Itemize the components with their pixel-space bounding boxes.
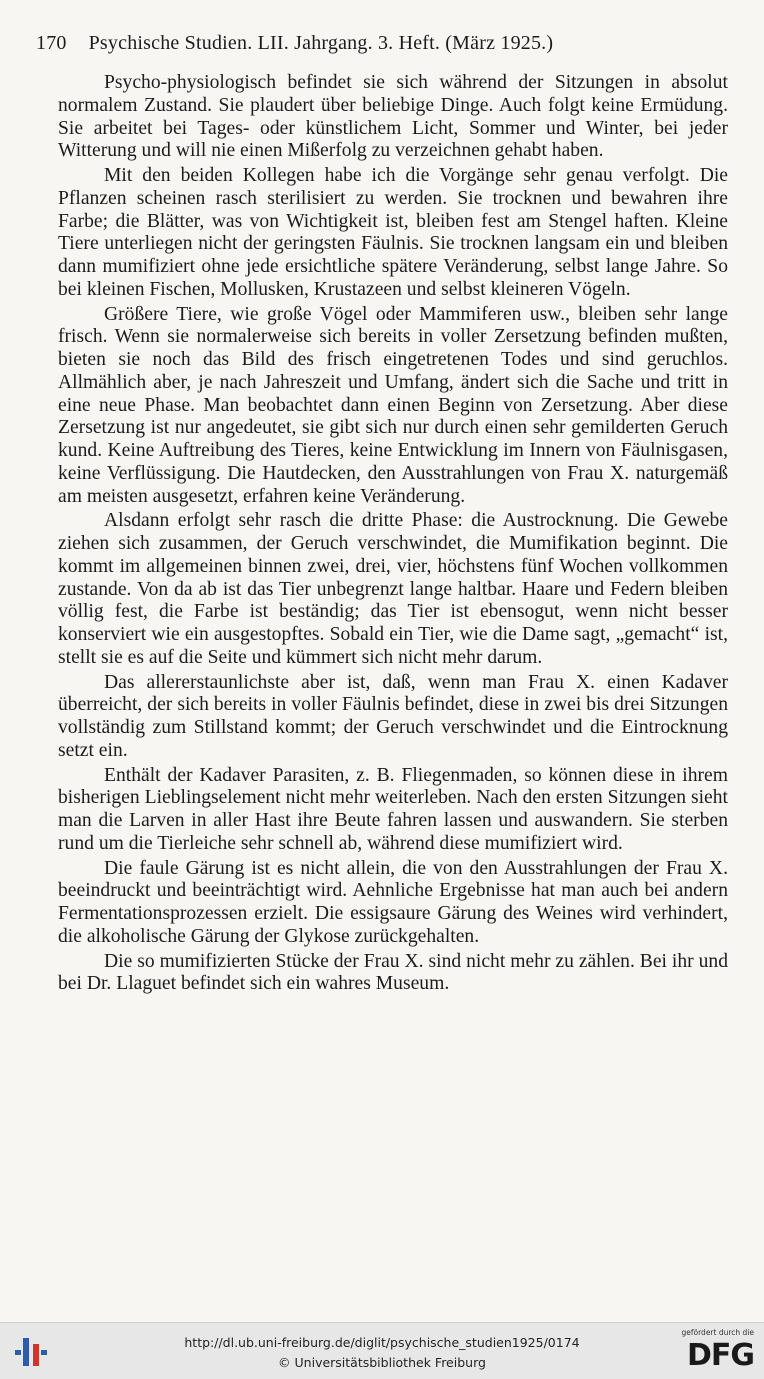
source-url[interactable]: http://dl.ub.uni-freiburg.de/diglit/psychische_studien1925/0174 (184, 1335, 580, 1350)
paragraph-5: Das allererstaunlichste aber ist, daß, wenn man Frau X. einen Kadaver überreicht, der sich bereits in voller Fäulnis befindet, diese in zwei bis drei Sitzungen vollständig zum Stillstand kommt; der Geruch verschwindet und die Eintrocknung setzt ein. (58, 671, 728, 761)
copyright-notice: © Universitätsbibliothek Freiburg (278, 1355, 486, 1370)
page-number: 170 (36, 32, 67, 54)
paragraph-4: Alsdann erfolgt sehr rasch die dritte Phase: die Austrocknung. Die Gewebe ziehen sich zusammen, der Geruch verschwindet, die Mumifikation beginnt. Die kommt im allgemeinen binnen zwei, drei, vier, höchstens fünf Wochen vollkommen zustande. Von da ab ist das Tier unbegrenzt lange haltbar. Haare und Federn bleiben völlig fest, die Farbe ist beständig; das Tier ist ebensogut, wenn nicht besser konserviert wie ein ausgestopftes. Sobald ein Tier, wie die Dame sagt, „gemacht“ ist, stellt sie es auf die Seite und kümmert sich nicht mehr darum. (58, 510, 728, 668)
paragraph-2: Mit den beiden Kollegen habe ich die Vorgänge sehr genau verfolgt. Die Pflanzen scheinen rasch sterilisiert zu werden. Sie trocknen und bewahren ihre Farbe; die Blätter, was von Wichtigkeit ist, bleiben fest am Stengel haften. Kleine Tiere unterliegen nicht der geringsten Fäulnis. Sie trocknen langsam ein und bleiben dann mumifiziert ohne jede ersichtliche spätere Veränderung, selbst lange Jahre. So bei kleinen Fischen, Mollusken, Krustazeen und selbst kleineren Vögeln. (58, 165, 728, 300)
paragraph-6: Enthält der Kadaver Parasiten, z. B. Fliegenmaden, so können diese in ihrem bisherigen Lieblingselement nicht mehr weiterleben. Nach den ersten Sitzungen sieht man die Larven in aller Hast ihre Beute fahren lassen und auswandern. Sie sterben rund um die Tierleiche sehr schnell ab, während diese mumifiziert wird. (58, 764, 728, 854)
running-title: Psychische Studien. LII. Jahrgang. 3. Heft. (März 1925.) (88, 32, 554, 54)
body-text (58, 72, 728, 996)
dfg-logo: DFG (686, 1338, 754, 1373)
paragraph-3: Größere Tiere, wie große Vögel oder Mammiferen usw., bleiben sehr lange frisch. Wenn sie normalerweise sich bereits in voller Zersetzung befinden mußten, bieten sie noch das Bild des frisch eingetretenen Todes und sind geruchlos. Allmählich aber, je nach Jahreszeit und Umfang, ändert sich die Sache und tritt in eine neue Phase. Man beobachtet dann einen Beginn von Zersetzung. Aber diese Zersetzung ist nur angedeutet, sie gibt sich nur durch einen sehr gemilderten Geruch kund. Keine Auftreibung des Tieres, keine Entwicklung im Innern von Fäulnisgasen, keine Verflüssigung. Die Hautdecken, den Ausstrahlungen von Frau X. naturgemäß am meisten ausgesetzt, erfahren keine Veränderung. (58, 303, 728, 507)
viewer-footer (0, 1322, 764, 1379)
paragraph-8: Die so mumifizierten Stücke der Frau X. sind nicht mehr zu zählen. Bei ihr und bei Dr. Llaguet befindet sich ein wahres Museum. (58, 950, 728, 995)
running-head (36, 32, 726, 55)
sponsor-caption: gefördert durch die (681, 1328, 754, 1337)
paragraph-1: Psycho-physiologisch befindet sie sich während der Sitzungen in absolut normalem Zustand. Sie plaudert über beliebige Dinge. Auch folgt keine Ermüdung. Sie arbeitet bei Tages- oder künstlichem Licht, Sommer und Winter, bei jeder Witterung und will nie einen Mißerfolg zu verzeichnen gehabt haben. (58, 72, 728, 162)
paragraph-7: Die faule Gärung ist es nicht allein, die von den Ausstrahlungen der Frau X. beeindruckt und beeinträchtigt wird. Aehnliche Ergebnisse hat man auch bei andern Fermentationsprozessen erzielt. Die essigsaure Gärung des Weines wird verhindert, die alkoholische Gärung der Glykose zurückgehalten. (58, 857, 728, 947)
